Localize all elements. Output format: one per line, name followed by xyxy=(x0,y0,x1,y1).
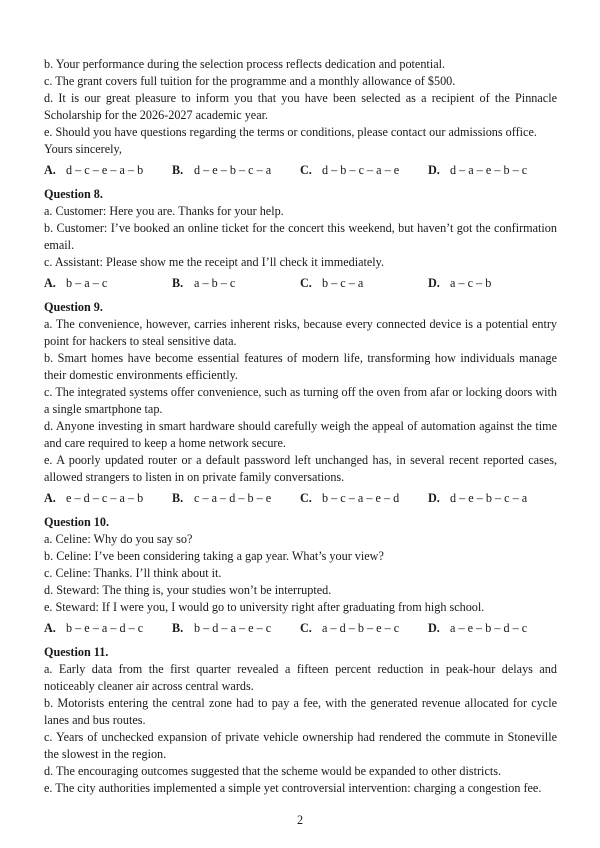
q8-line-a: a. Customer: Here you are. Thanks for your help. xyxy=(44,204,284,218)
option-label: C. xyxy=(300,163,312,177)
option-text: a – e – b – d – c xyxy=(450,621,528,635)
q7-option-a[interactable] xyxy=(44,162,172,179)
option-label: C. xyxy=(300,491,312,505)
q8-option-b[interactable] xyxy=(172,275,300,292)
option-label: A. xyxy=(44,491,56,505)
option-text: b – c – a – e – d xyxy=(322,491,400,505)
q7-closing: Yours sincerely, xyxy=(44,142,122,156)
q10-options xyxy=(44,620,557,637)
q9-option-b[interactable] xyxy=(172,490,300,507)
q7-line-c: c. The grant covers full tuition for the programme and a monthly allowance of $500. xyxy=(44,74,456,88)
question-10 xyxy=(44,514,557,637)
q10-option-d[interactable] xyxy=(428,620,556,637)
q8-options xyxy=(44,275,557,292)
question-7-tail xyxy=(44,56,557,179)
option-text: b – d – a – e – c xyxy=(194,621,272,635)
option-text: a – b – c xyxy=(194,276,236,290)
q9-line-b: b. Smart homes have become essential features of modern life, transforming how individuals manage their domestic environments efficiently. xyxy=(44,351,557,382)
option-text: e – d – c – a – b xyxy=(66,491,144,505)
q9-line-e: e. A poorly updated router or a default password left unchanged has, in several recent reported cases, allowed strangers to listen in on private family conversations. xyxy=(44,453,557,484)
q7-line-b: b. Your performance during the selection process reflects dedication and potential. xyxy=(44,57,446,71)
option-text: b – e – a – d – c xyxy=(66,621,144,635)
q10-option-c[interactable] xyxy=(300,620,428,637)
q7-options xyxy=(44,162,557,179)
q7-option-c[interactable] xyxy=(300,162,428,179)
option-text: a – c – b xyxy=(450,276,492,290)
question-9-title: Question 9. xyxy=(44,300,103,314)
q11-line-b: b. Motorists entering the central zone had to pay a fee, with the generated revenue allocated for cycle lanes and bus routes. xyxy=(44,696,557,727)
q9-option-d[interactable] xyxy=(428,490,556,507)
q10-option-a[interactable] xyxy=(44,620,172,637)
option-label: D. xyxy=(428,276,440,290)
q9-line-a: a. The convenience, however, carries inherent risks, because every connected device is a potential entry point for hackers to steal sensitive data. xyxy=(44,317,557,348)
question-8-title: Question 8. xyxy=(44,187,103,201)
q9-line-c: c. The integrated systems offer convenience, such as turning off the oven from afar or locking doors with a single smartphone tap. xyxy=(44,385,557,416)
option-text: b – c – a xyxy=(322,276,364,290)
q9-option-a[interactable] xyxy=(44,490,172,507)
q7-line-d: d. It is our great pleasure to inform you that you have been selected as a recipient of the Pinnacle Scholarship for the 2026-2027 academic year. xyxy=(44,91,557,122)
q7-option-d[interactable] xyxy=(428,162,556,179)
option-text: d – c – e – a – b xyxy=(66,163,144,177)
option-text: c – a – d – b – e xyxy=(194,491,272,505)
q11-line-a: a. Early data from the first quarter revealed a fifteen percent reduction in peak-hour delays and noticeably cleaner air across central wards. xyxy=(44,662,557,693)
option-label: D. xyxy=(428,163,440,177)
q8-option-d[interactable] xyxy=(428,275,556,292)
question-10-title: Question 10. xyxy=(44,515,110,529)
option-text: a – d – b – e – c xyxy=(322,621,400,635)
option-label: C. xyxy=(300,621,312,635)
question-11-title: Question 11. xyxy=(44,645,109,659)
option-text: d – e – b – c – a xyxy=(194,163,272,177)
q10-line-b: b. Celine: I’ve been considering taking a gap year. What’s your view? xyxy=(44,549,384,563)
option-label: B. xyxy=(172,276,184,290)
q9-option-c[interactable] xyxy=(300,490,428,507)
option-label: A. xyxy=(44,621,56,635)
q7-option-b[interactable] xyxy=(172,162,300,179)
q8-option-c[interactable] xyxy=(300,275,428,292)
question-9 xyxy=(44,299,557,507)
q9-line-d: d. Anyone investing in smart hardware should carefully weigh the appeal of automation against the time and care required to keep a home network secure. xyxy=(44,419,557,450)
option-label: A. xyxy=(44,163,56,177)
option-text: b – a – c xyxy=(66,276,108,290)
q8-line-b: b. Customer: I’ve booked an online ticket for the concert this weekend, but haven’t got the confirmation email. xyxy=(44,221,557,252)
option-label: D. xyxy=(428,621,440,635)
page-number: 2 xyxy=(296,813,304,827)
q10-line-e: e. Steward: If I were you, I would go to university right after graduating from high school. xyxy=(44,600,485,614)
question-11 xyxy=(44,644,557,797)
question-8 xyxy=(44,186,557,292)
q11-line-d: d. The encouraging outcomes suggested that the scheme would be expanded to other districts. xyxy=(44,764,502,778)
option-label: B. xyxy=(172,491,184,505)
worksheet-page xyxy=(44,56,557,797)
q10-line-c: c. Celine: Thanks. I’ll think about it. xyxy=(44,566,222,580)
option-label: A. xyxy=(44,276,56,290)
option-label: C. xyxy=(300,276,312,290)
option-label: B. xyxy=(172,621,184,635)
option-label: B. xyxy=(172,163,184,177)
q10-line-d: d. Steward: The thing is, your studies won’t be interrupted. xyxy=(44,583,332,597)
q10-option-b[interactable] xyxy=(172,620,300,637)
q8-line-c: c. Assistant: Please show me the receipt and I’ll check it immediately. xyxy=(44,255,385,269)
q8-option-a[interactable] xyxy=(44,275,172,292)
option-text: d – a – e – b – c xyxy=(450,163,528,177)
option-text: d – e – b – c – a xyxy=(450,491,528,505)
q9-options xyxy=(44,490,557,507)
option-label: D. xyxy=(428,491,440,505)
q10-line-a: a. Celine: Why do you say so? xyxy=(44,532,193,546)
q11-line-c: c. Years of unchecked expansion of private vehicle ownership had rendered the commute in Stoneville the slowest in the region. xyxy=(44,730,557,761)
option-text: d – b – c – a – e xyxy=(322,163,400,177)
q11-line-e: e. The city authorities implemented a simple yet controversial intervention: charging a congestion fee. xyxy=(44,781,542,795)
q7-line-e: e. Should you have questions regarding the terms or conditions, please contact our admissions office. xyxy=(44,125,537,139)
